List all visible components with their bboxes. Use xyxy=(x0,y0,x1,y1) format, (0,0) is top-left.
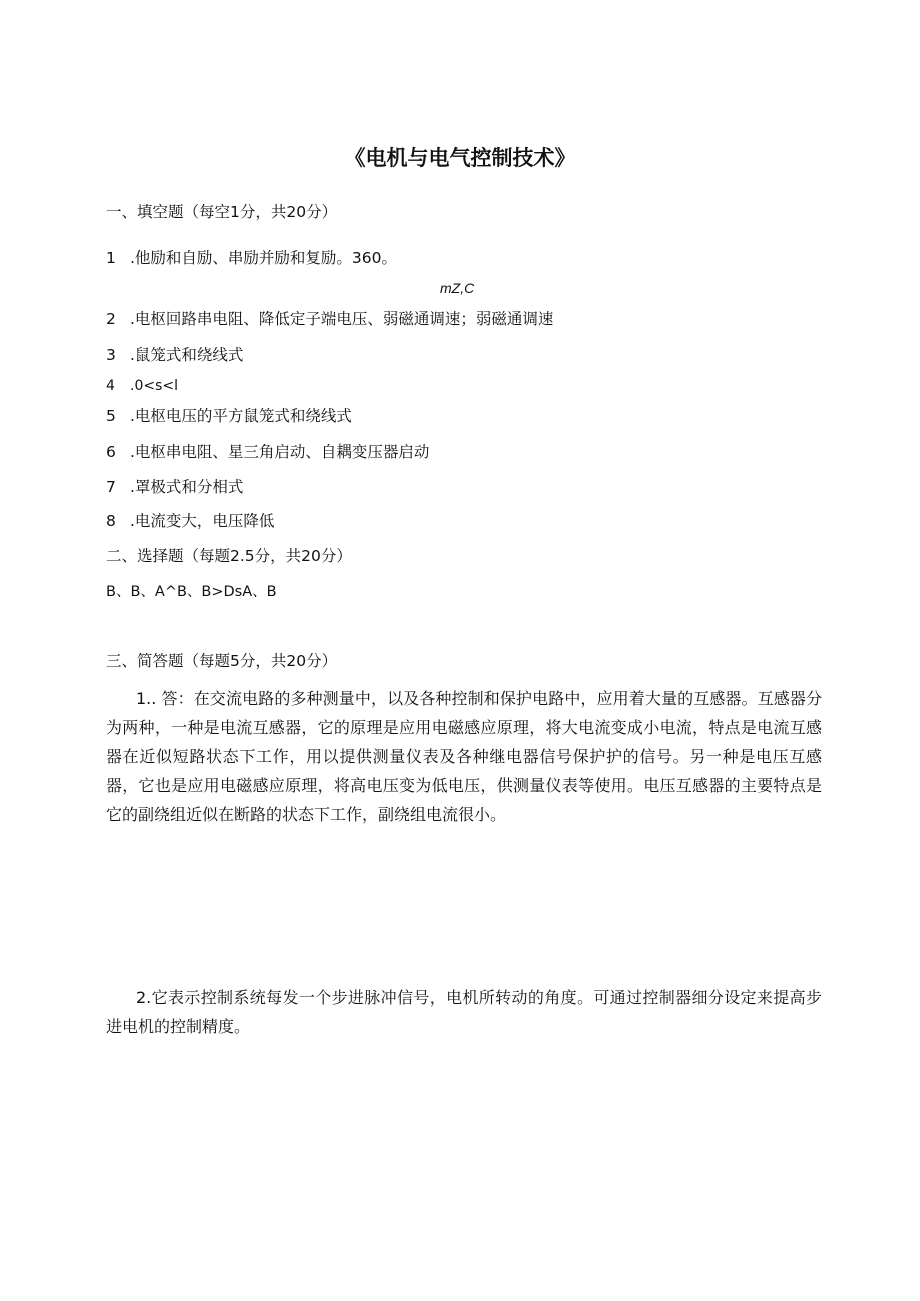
fill-item-1 xyxy=(106,248,397,268)
item-number: 2 xyxy=(106,310,116,328)
short-answer-1 xyxy=(106,684,822,829)
answer-1-text: 1.. 答：在交流电路的多种测量中，以及各种控制和保护电路中，应用着大量的互感器。互感器分为两种，一种是电流互感器，它的原理是应用电磁感应原理，将大电流变成小电流，特点是电流互感器在近似短路状态下工作，用以提供测量仪表及各种继电器信号保护护的信号。另一种是电压互感器，它也是应用电磁感应原理，将高电压变为低电压，供测量仪表等使用。电压互感器的主要特点是它的副绕组近似在断路的状态下工作，副绕组电流很小。 xyxy=(106,689,822,824)
item-text: .电枢回路串电阻、降低定子端电压、弱磁通调速；弱磁通调速 xyxy=(130,310,554,328)
fill-item-6 xyxy=(106,442,429,462)
item-text: .电枢电压的平方鼠笼式和绕线式 xyxy=(130,407,352,425)
item-number: 7 xyxy=(106,478,116,496)
item-number: 6 xyxy=(106,443,116,461)
document-title: 《电机与电气控制技术》 xyxy=(344,146,576,170)
fill-item-5 xyxy=(106,406,352,426)
item-text: .0<s<l xyxy=(130,378,179,394)
item-text: .电流变大，电压降低 xyxy=(130,512,275,530)
item-number: 5 xyxy=(106,407,116,425)
item-text: .鼠笼式和绕线式 xyxy=(130,346,244,364)
fill-item-4 xyxy=(106,376,178,396)
fill-item-7 xyxy=(106,477,243,497)
item-text: .电枢串电阻、星三角启动、自耦变压器启动 xyxy=(130,443,430,461)
section3-heading: 三、简答题（每题5分，共20分） xyxy=(106,652,338,670)
item-number: 3 xyxy=(106,346,116,364)
item-number: 8 xyxy=(106,512,116,530)
item-number: 4 xyxy=(106,378,115,394)
item-text: .他励和自励、串励并励和复励。360。 xyxy=(130,249,398,267)
answer-2-text: 2.它表示控制系统每发一个步进脉冲信号，电机所转动的角度。可通过控制器细分设定来提高步进电机的控制精度。 xyxy=(106,988,822,1036)
fill-item-8 xyxy=(106,511,274,531)
choice-answers: B、B、A^B、B>DsA、B xyxy=(106,584,277,600)
short-answer-2 xyxy=(106,983,822,1041)
formula-text: mZ,C xyxy=(440,280,475,296)
fill-item-2 xyxy=(106,309,553,329)
section1-heading: 一、填空题（每空1分，共20分） xyxy=(106,203,338,221)
item-number: 1 xyxy=(106,249,116,267)
item-text: .罩极式和分相式 xyxy=(130,478,244,496)
section2-heading: 二、选择题（每题2.5分，共20分） xyxy=(106,547,352,565)
fill-item-3 xyxy=(106,345,243,365)
